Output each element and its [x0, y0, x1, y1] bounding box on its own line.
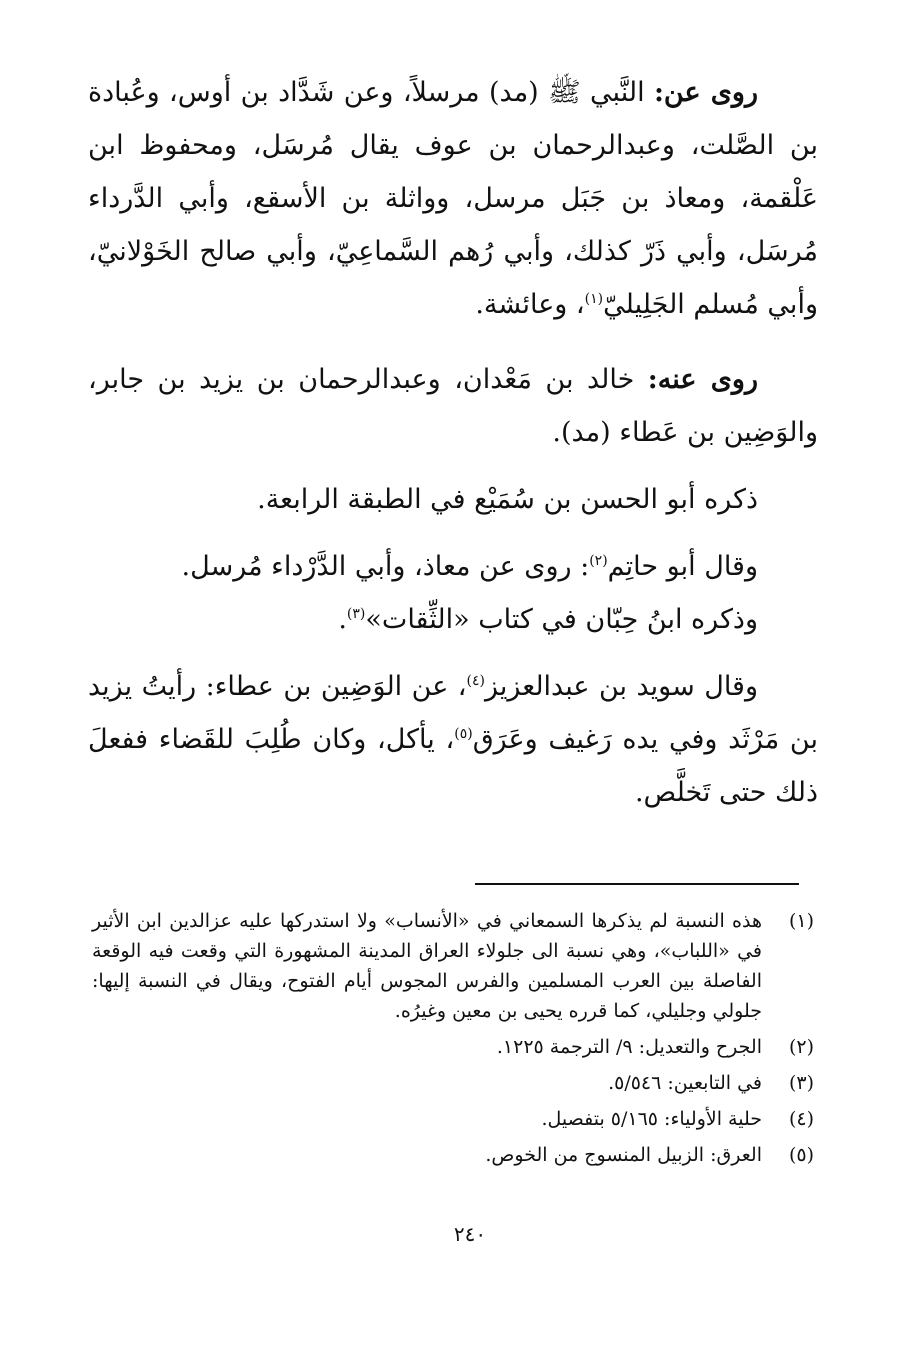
footnotes: [92, 906, 814, 1176]
abu-hatim-tail: : روى عن معاذ، وأبي الدَّرْداء مُرسل.: [181, 551, 590, 582]
footnote-ref-1[interactable]: (١): [584, 291, 604, 307]
footnote-number: (٢): [788, 1036, 814, 1058]
footnote-text: الجرح والتعديل: ٩/ الترجمة ١٢٢٥.: [496, 1036, 762, 1058]
footnote-number: (١): [788, 910, 814, 932]
paragraph-narrated-from: [88, 66, 818, 331]
paragraph-suwaid: [88, 660, 818, 819]
narrated-from-tail: ، وعائشة.: [475, 289, 585, 320]
paragraph-ibn-hibban: [88, 593, 818, 646]
page-number: ٢٤٠: [453, 1222, 487, 1246]
footnote-ref-2[interactable]: (٢): [589, 553, 608, 569]
suwaid-tail: ، يأكل، وكان طُلِبَ للقَضاء ففعلَ ذلك حتى تَخلَّص.: [88, 724, 818, 808]
footnote-number: (٥): [788, 1144, 814, 1166]
footnote-2: [92, 1032, 814, 1062]
footnote-separator: [475, 883, 799, 885]
ibn-hibban-text: وذكره ابنُ حِبّان في كتاب «الثِّقات»: [365, 604, 758, 635]
abu-hatim-text: وقال أبو حاتِم: [607, 551, 758, 582]
suwaid-text: وقال سويد بن عبدالعزيز: [484, 671, 758, 702]
footnote-number: (٤): [788, 1108, 814, 1130]
footnote-text: هذه النسبة لم يذكرها السمعاني في «الأنساب» ولا استدركها عليه عزالدين ابن الأثير في «اللباب»، وهي نسبة الى جلولاء العراق المدينة المشهورة التي وقعت فيه الوقعة الفاصلة بين العرب المسلمين والفرس المجوس أيام الفتوح، ويقال في النسبة إليها: جلولي وجليلي، كما قرره يحيى بن معين وغيرُه.: [92, 910, 762, 1022]
footnote-ref-4[interactable]: (٤): [466, 673, 485, 689]
footnote-text: العرق: الزبيل المنسوج من الخوص.: [485, 1144, 762, 1166]
footnote-3: [92, 1068, 814, 1098]
tabaqa-text: ذكره أبو الحسن بن سُمَيْع في الطبقة الرابعة.: [257, 484, 758, 515]
footnote-text: حلية الأولياء: ٥/١٦٥ بتفصيل.: [541, 1108, 762, 1130]
footnote-1: [92, 906, 814, 1026]
paragraph-narrated-by: [88, 353, 818, 459]
footnote-4: [92, 1104, 814, 1134]
narrated-by-text: خالد بن مَعْدان، وعبدالرحمان بن يزيد بن جابر، والوَضِين بن عَطاء (مد).: [88, 364, 818, 448]
footnote-number: (٣): [788, 1072, 814, 1094]
narrated-from-text: النَّبي ﷺ (مد) مرسلاً، وعن شَدَّاد بن أوس، وعُبادة بن الصَّلت، وعبدالرحمان بن عوف يقال مُرسَل، ومحفوظ ابن عَلْقمة، ومعاذ بن جَبَل مرسل، وواثلة بن الأسقع، وأبي الدَّرداء مُرسَل، وأبي ذَرّ كذلك، وأبي رُهم السَّماعِيّ، وأبي صالح الخَوْلانيّ، وأبي مُسلم الجَلِيليّ: [88, 77, 818, 320]
label-narrated-from: روى عن:: [653, 77, 758, 108]
paragraph-tabaqa: [88, 473, 818, 526]
footnote-ref-3[interactable]: (٣): [346, 606, 366, 622]
footnote-5: [92, 1140, 814, 1170]
suwaid-mid: ، عن الوَضِين بن عطاء: رأيتُ يزيد بن مَرْثَد وفي يده رَغيف وعَرَق: [88, 671, 818, 755]
footnote-ref-5[interactable]: (٥): [454, 726, 473, 742]
ibn-hibban-tail: .: [338, 604, 347, 635]
footnote-text: في التابعين: ٥/٥٤٦.: [608, 1072, 762, 1094]
paragraph-abu-hatim: [88, 540, 818, 593]
label-narrated-by: روى عنه:: [647, 364, 759, 395]
